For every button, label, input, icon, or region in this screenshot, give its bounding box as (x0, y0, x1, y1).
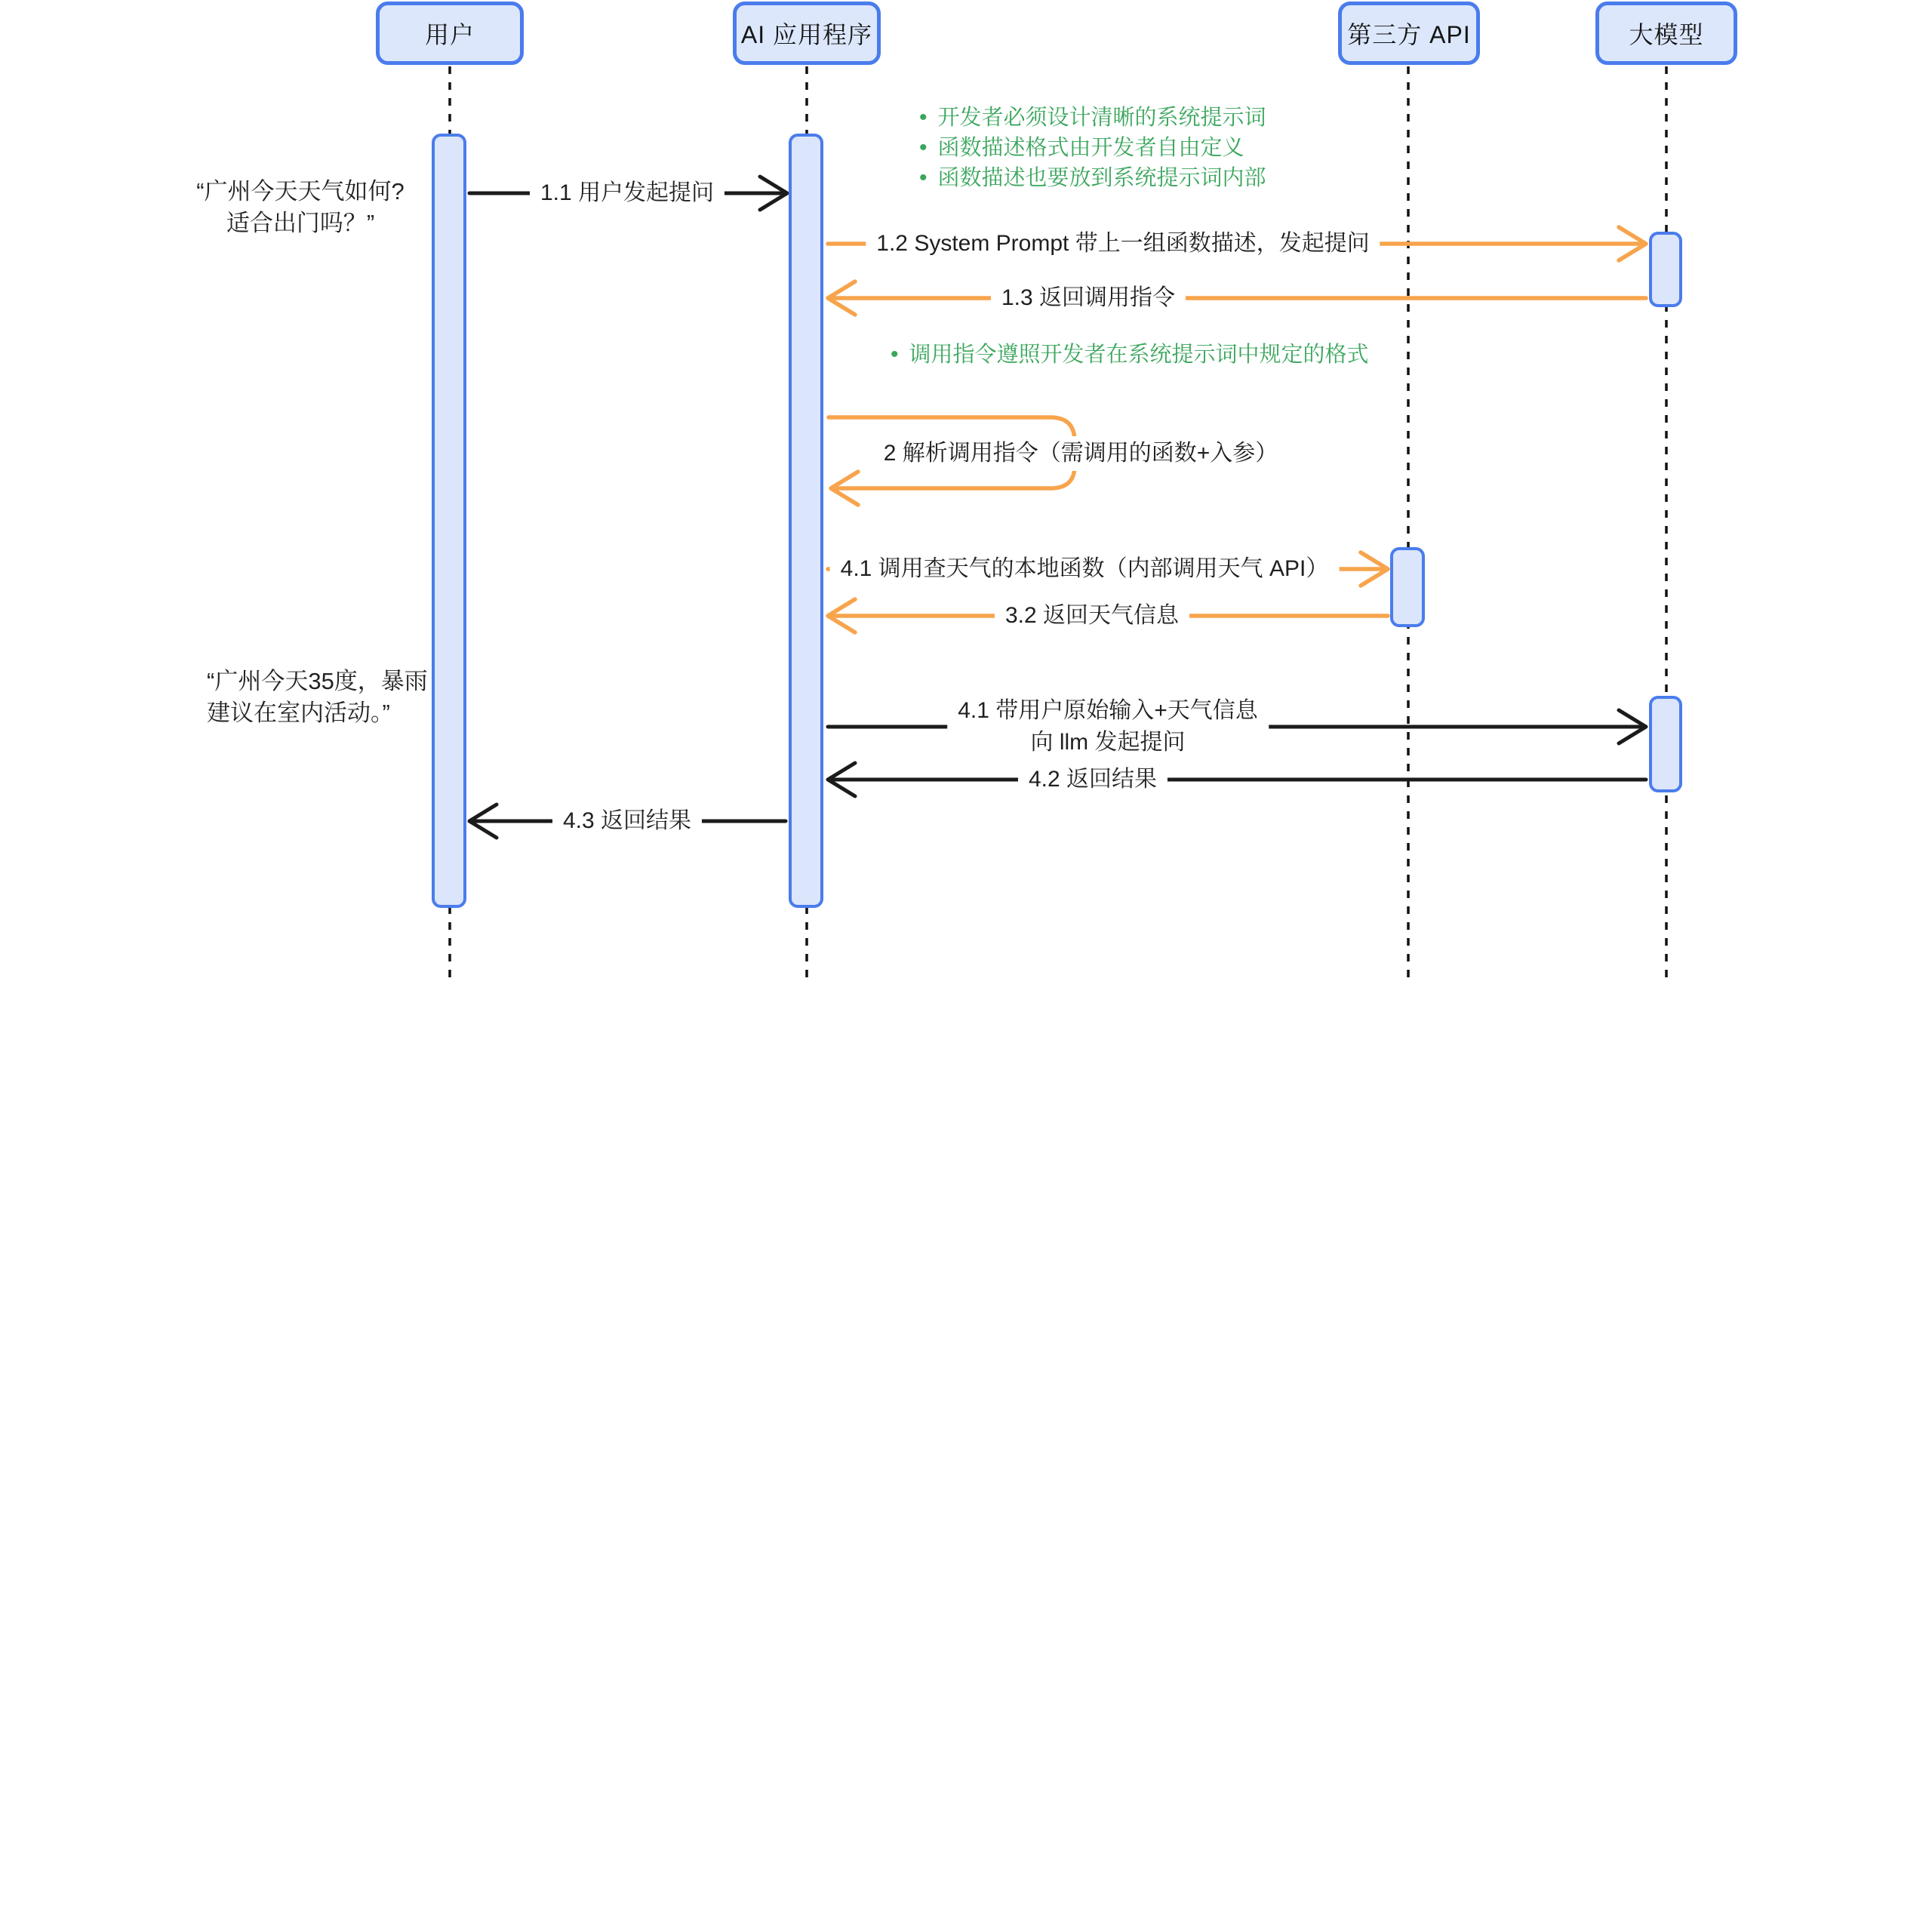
bullet-icon: • (919, 165, 928, 190)
message-label-1-3: 1.3 返回调用指令 (991, 281, 1186, 315)
note-item (891, 340, 1369, 370)
arrow-1-3-llm-to-app (828, 281, 1646, 315)
actor-box-llm (1595, 2, 1737, 65)
note-text: 函数描述格式由开发者自由定义 (937, 136, 1244, 160)
note-system-prompt (919, 103, 1266, 193)
message-label-2-self: 2 解析调用指令（需调用的函数+入参） (873, 436, 1289, 471)
activation-bar-api (1390, 547, 1425, 627)
message-label-4-3: 4.3 返回结果 (552, 804, 702, 838)
activation-bar-ai-app (789, 134, 823, 908)
note-text: 调用指令遵照开发者在系统提示词中规定的格式 (909, 343, 1369, 367)
note-item (919, 103, 1266, 133)
user-quote-question (195, 176, 406, 239)
message-label-1-2: 1.2 System Prompt 带上一组函数描述，发起提问 (866, 226, 1380, 261)
activation-bar-user (432, 134, 466, 908)
message-label-4-1-local: 4.1 调用查天气的本地函数（内部调用天气 API） (830, 552, 1340, 586)
actor-box-ai-app (733, 2, 881, 65)
actor-box-third-party-api (1338, 2, 1480, 65)
note-call-format (891, 340, 1369, 370)
quote-line: 适合出门吗？” (226, 210, 375, 236)
actor-label: 用户 (424, 21, 475, 48)
activation-bar-llm-1 (1649, 232, 1682, 307)
actor-label: AI 应用程序 (740, 21, 873, 48)
note-item (919, 133, 1266, 163)
user-quote-answer (207, 666, 428, 729)
message-label-line-1: 4.1 带用户原始输入+天气信息 (958, 698, 1258, 723)
actor-label: 大模型 (1629, 21, 1704, 48)
note-text: 函数描述也要放到系统提示词内部 (937, 166, 1266, 190)
arrow-4-2-llm-to-app (828, 763, 1646, 796)
quote-line: “广州今天天气如何? (196, 178, 405, 205)
quote-line: “广州今天35度，暴雨 (207, 668, 428, 694)
note-item (919, 163, 1266, 193)
message-label-3-2: 3.2 返回天气信息 (995, 598, 1189, 633)
bullet-icon: • (919, 135, 928, 160)
message-label-1-1: 1.1 用户发起提问 (530, 176, 724, 211)
activation-bar-llm-2 (1649, 696, 1682, 792)
bullet-icon: • (919, 105, 928, 130)
note-text: 开发者必须设计清晰的系统提示词 (937, 106, 1266, 130)
actor-label: 第三方 API (1347, 21, 1471, 48)
message-label-4-2: 4.2 返回结果 (1018, 762, 1168, 797)
actor-box-user (376, 2, 524, 65)
bullet-icon: • (891, 342, 899, 367)
message-label-line-2: 向 llm 发起提问 (1030, 730, 1186, 755)
quote-line: 建议在室内活动。” (207, 700, 390, 726)
message-label-4-1-llm (947, 694, 1269, 760)
